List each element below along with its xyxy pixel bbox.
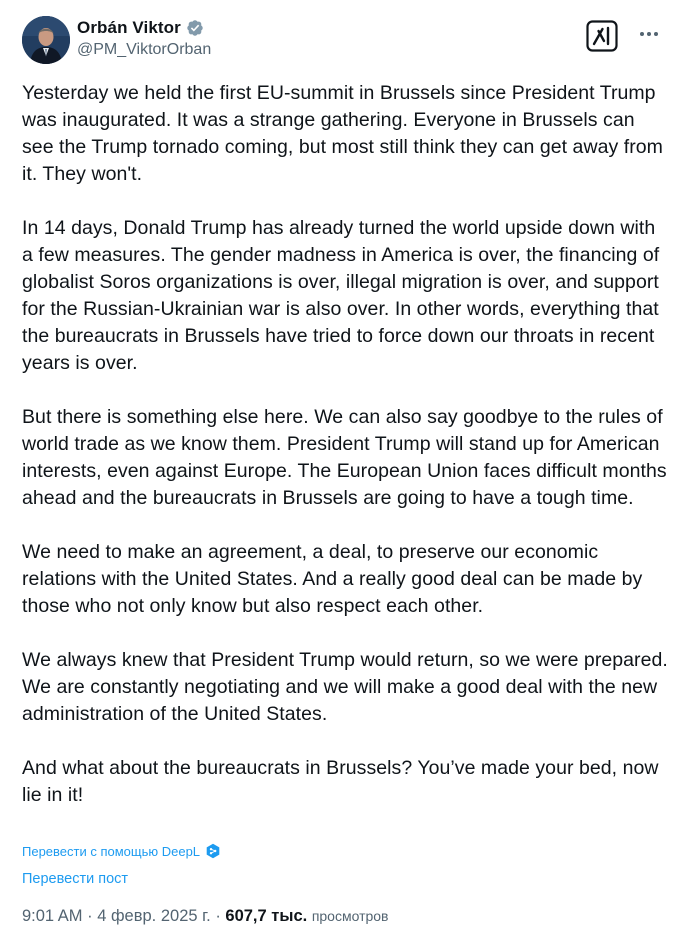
tweet-paragraph: But there is something else here. We can also say goodbye to the rules of world trade as we know them. President Trump will stand up for American interests, even against Europe. The European Union faces difficult months ahead and the bureaucrats in Brussels are going to have a tough time. — [22, 406, 667, 509]
deepl-link-label: Перевести с помощью DeepL — [22, 843, 201, 859]
tweet-paragraph: And what about the bureaucrats in Brussels? You’ve made your bed, now lie in it! — [22, 757, 659, 806]
tweet-header — [22, 14, 662, 70]
meta-separator: · — [82, 907, 98, 925]
avatar-image — [22, 16, 70, 64]
meta-separator: · — [210, 907, 226, 925]
tweet-text — [22, 80, 668, 809]
views-count: 607,7 тыс. — [225, 907, 308, 925]
author-name[interactable]: Orbán Viktor — [77, 18, 181, 37]
views-label: просмотров — [311, 908, 389, 924]
translate-post-link[interactable]: Перевести пост — [22, 871, 129, 887]
tweet-meta — [22, 907, 389, 926]
tweet-paragraph: We need to make an agreement, a deal, to preserve our economic relations with the United States. And a really good deal can be made by those who not only know but also respect each other. — [22, 541, 643, 617]
deepl-icon — [205, 843, 221, 859]
translate-with-deepl-link[interactable] — [22, 843, 221, 859]
grok-icon — [586, 20, 618, 52]
grok-button[interactable] — [586, 20, 618, 52]
author-handle[interactable]: @PM_ViktorOrban — [77, 41, 212, 58]
author-info — [77, 18, 211, 59]
tweet-paragraph: In 14 days, Donald Trump has already turned the world upside down with a few measures. The gender madness in America is over, the financing of globalist Soros organizations is over, illegal migration is over, and support for the Russian-Ukrainian war is also over. In other words, everything that the bureaucrats in Brussels have tried to force down our throats in recent years is over. — [22, 217, 660, 374]
tweet-paragraph: Yesterday we held the first EU-summit in Brussels since President Trump was inaugurated. It was a strange gathering. Everyone in Brussels can see the Trump tornado coming, but most still think they can get away from it. They won't. — [22, 82, 663, 185]
more-icon[interactable] — [636, 24, 662, 44]
tweet-time[interactable]: 9:01 AM — [22, 907, 83, 925]
avatar[interactable] — [22, 16, 70, 64]
tweet-date[interactable]: 4 февр. 2025 г. — [97, 907, 211, 925]
tweet-paragraph: We always knew that President Trump would return, so we were prepared. We are constantly negotiating and we will make a good deal with the new administration of the United States. — [22, 649, 668, 725]
verified-badge-icon — [186, 19, 204, 37]
